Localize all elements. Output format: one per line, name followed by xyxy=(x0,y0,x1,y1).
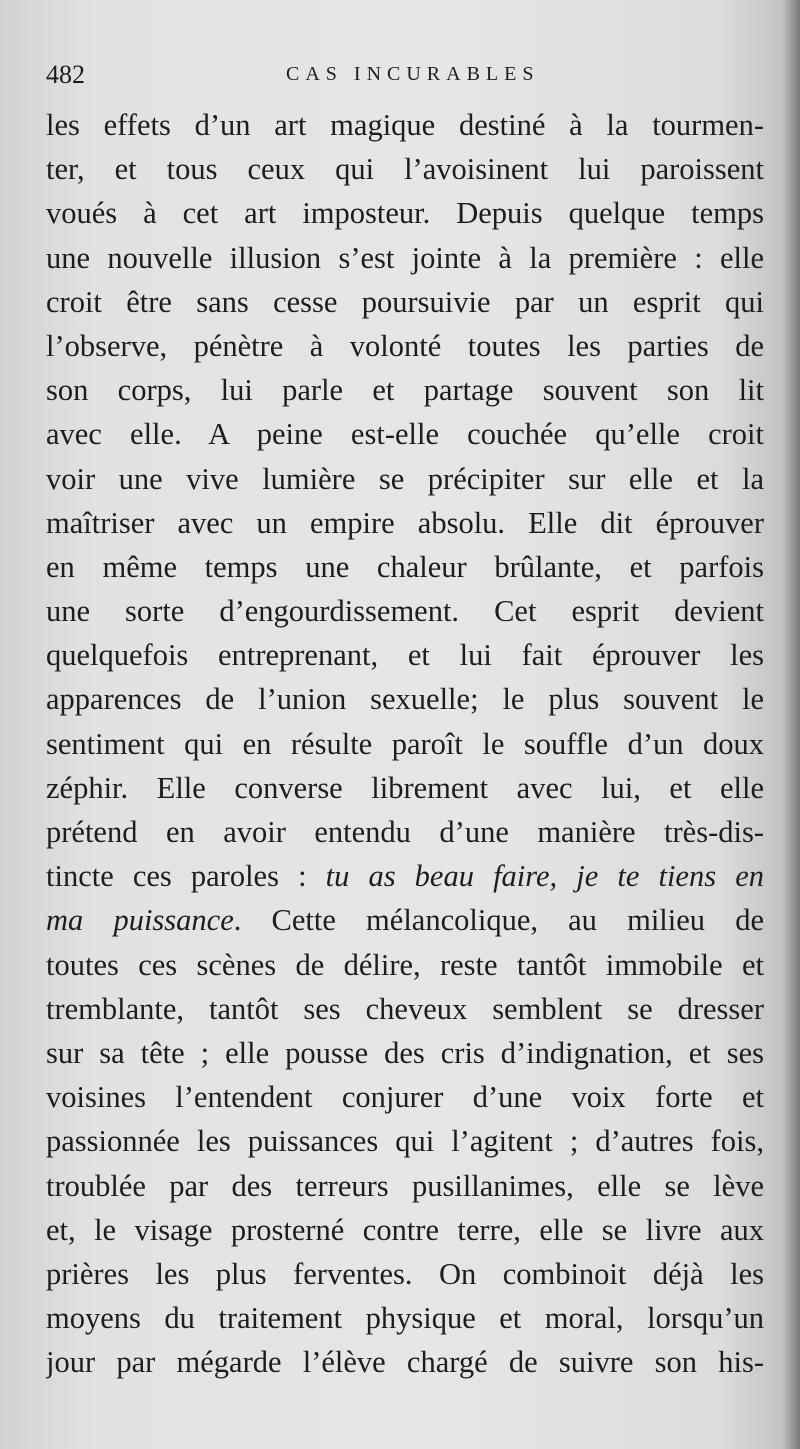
body-text xyxy=(46,103,764,1384)
page-gutter-shadow xyxy=(782,0,800,1449)
text-line: prétend en avoir entendu d’une manière très-dis- xyxy=(46,815,764,849)
text-line: en même temps une chaleur brûlante, et parfois xyxy=(46,549,764,584)
text-line: passionnée les puissances qui l’agitent ; d’autres fois, xyxy=(46,1124,764,1159)
text-line: apparences de l’union sexuelle; le plus souvent le xyxy=(46,682,764,717)
text-line: voués à cet art imposteur. Depuis quelque temps xyxy=(46,196,764,231)
text-line: croit être sans cesse poursuivie par un esprit qui xyxy=(46,284,764,319)
text-line: et, le visage prosterné contre terre, elle se livre aux xyxy=(46,1212,764,1247)
text-line: prières les plus ferventes. On combinoit déjà les xyxy=(46,1256,764,1291)
text-line: maîtriser avec un empire absolu. Elle dit éprouver xyxy=(46,505,764,540)
text-line: quelquefois entreprenant, et lui fait éprouver les xyxy=(46,638,764,673)
running-head: CAS INCURABLES xyxy=(286,63,540,85)
text-line-quote-end xyxy=(46,898,764,942)
page-header xyxy=(46,60,766,90)
text-line: une nouvelle illusion s’est jointe à la première : elle xyxy=(46,240,764,275)
quote-italic-end: ma puissance xyxy=(46,903,234,938)
text-line: troublée par des terreurs pusillanimes, elle se lève xyxy=(46,1168,764,1203)
page-number: 482 xyxy=(46,60,85,89)
text-line: tremblante, tantôt ses cheveux semblent se dresser xyxy=(46,991,764,1026)
quote-italic: tu as beau faire, je te tiens en xyxy=(325,859,764,894)
text-line: sentiment qui en résulte paroît le souffle d’un doux xyxy=(46,726,764,761)
text-line: une sorte d’engourdissement. Cet esprit devient xyxy=(46,594,764,629)
text-line: sur sa tête ; elle pousse des cris d’indignation, et ses xyxy=(46,1035,764,1070)
text-line: les effets d’un art magique destiné à la tourmen- xyxy=(46,108,764,142)
text-line: toutes ces scènes de délire, reste tantôt immobile et xyxy=(46,947,764,982)
text-line: ter, et tous ceux qui l’avoisinent lui paroissent xyxy=(46,152,764,187)
text-line-quote xyxy=(46,854,764,898)
text-line: voisines l’entendent conjurer d’une voix forte et xyxy=(46,1080,764,1115)
text-line: avec elle. A peine est-elle couchée qu’elle croit xyxy=(46,417,764,452)
quote-intro: tincte ces paroles : xyxy=(46,859,326,894)
text-line: jour par mégarde l’élève chargé de suivre son his- xyxy=(46,1345,764,1380)
text-line: voir une vive lumière se précipiter sur elle et la xyxy=(46,461,764,496)
text-line: son corps, lui parle et partage souvent son lit xyxy=(46,373,764,408)
text-line: l’observe, pénètre à volonté toutes les parties de xyxy=(46,328,764,363)
text-line: zéphir. Elle converse librement avec lui, et elle xyxy=(46,770,764,805)
text-line: moyens du traitement physique et moral, lorsqu’un xyxy=(46,1301,764,1336)
quote-continuation: . Cette mélancolique, au milieu de xyxy=(233,903,764,938)
